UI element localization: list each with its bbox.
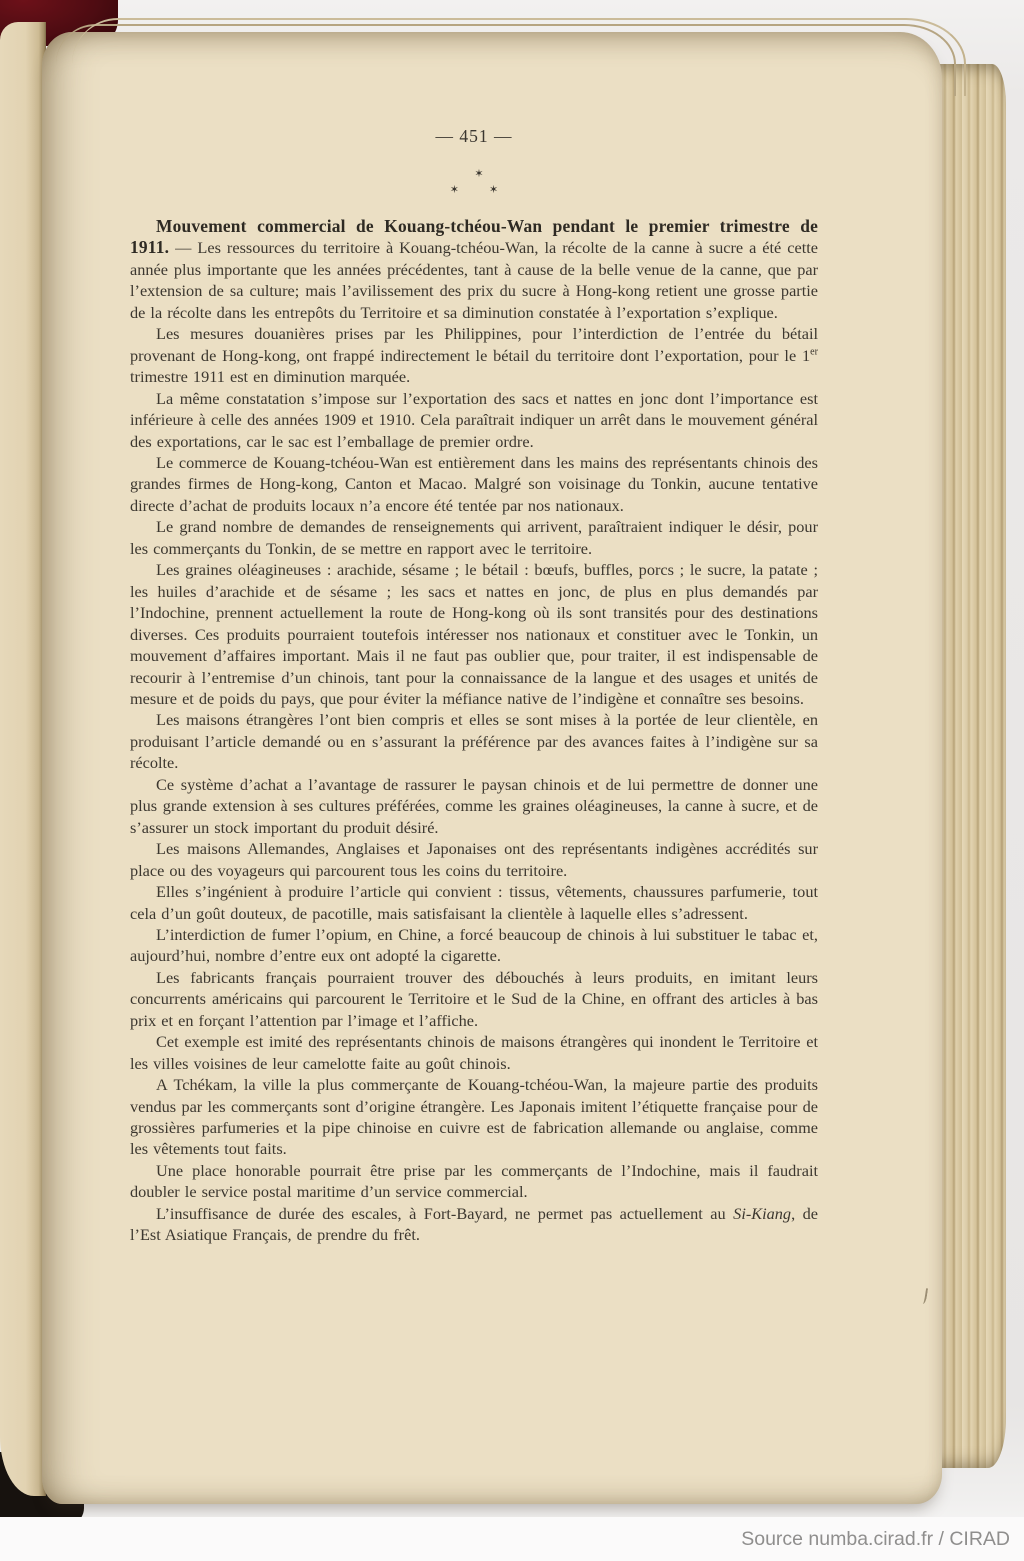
paragraph xyxy=(130,388,818,452)
page-number: — 451 — xyxy=(435,126,513,146)
paragraph-text: , de l’Est Asiatique Français, de prendre du frêt. xyxy=(130,1203,819,1245)
paragraph-text: Les maisons Allemandes, Anglaises et Japonaises ont des représentants indigènes accrédités sur place ou des voyageurs qui parcourent tous les coins du territoire. xyxy=(130,839,818,880)
paragraph-text: Le grand nombre de demandes de renseignements qui arrivent, paraîtraient indiquer le désir, pour les commerçants du Tonkin, de se mettre en rapport avec le territoire. xyxy=(130,517,818,558)
paragraph xyxy=(130,709,818,773)
italic-text: Si-Kiang xyxy=(733,1203,792,1223)
page-stack-fore-edge xyxy=(938,64,1006,1468)
paragraph xyxy=(130,838,818,881)
paragraph xyxy=(130,967,818,1031)
paragraph xyxy=(130,924,818,967)
paragraph-text: L’insuffisance de durée des escales, à Fort-Bayard, ne permet pas actuellement au xyxy=(156,1203,734,1223)
paragraph-text: Les maisons étrangères l’ont bien compris et elles se sont mises à la portée de leur clientèle, en produisant l’article demandé ou en s’assurant la préférence par des avances faites à l’indigène sur sa récolte. xyxy=(130,710,818,773)
paragraph-text: Les mesures douanières prises par les Philippines, pour l’interdiction de l’entrée du bétail provenant de Hong-kong, ont frappé indirectement le bétail du territoire dont l’exportation, pour le 1 xyxy=(130,324,818,365)
paragraph xyxy=(130,774,818,838)
paragraph-text: Elles s’ingénient à produire l’article qui convient : tissus, vêtements, chaussures parfumerie, tout cela d’un goût douteux, de pacotille, mais satisfaisant la clientèle à laquelle elles s’adressent. xyxy=(130,882,818,923)
paragraph-text: Une place honorable pourrait être prise par les commerçants de l’Indochine, mais il faudrait doubler le service postal maritime d’un service commercial. xyxy=(130,1160,818,1202)
paragraph-text: Ce système d’achat a l’avantage de rassurer le paysan chinois et de lui permettre de donner une plus grande extension à ses cultures préférées, comme les graines oléagineuses, la canne à sucre, et de s’assurer un stock important du produit désiré. xyxy=(130,774,818,837)
asterism-divider xyxy=(130,168,818,212)
paragraph-text: trimestre 1911 est en diminution marquée. xyxy=(130,367,411,387)
gutter-adjacent-page xyxy=(0,22,46,1496)
source-credit: Source numba.cirad.fr / CIRAD xyxy=(741,1527,1010,1550)
paragraph-text: A Tchékam, la ville la plus commerçante de Kouang-tchéou-Wan, la majeure partie des produits vendus par les commerçants sont d’origine étrangère. Les Japonais imitent l’étiquette française pour de grossières parfumeries et la pipe chinoise en cuivre est de fabrication allemande ou anglaise, comme les vêtements tout faits. xyxy=(130,1075,818,1159)
paragraph xyxy=(130,881,818,924)
paragraph xyxy=(130,516,818,559)
paragraph xyxy=(130,559,818,709)
text-block xyxy=(130,216,818,1246)
asterisk-star-icon: ✶ xyxy=(449,183,489,196)
superscript-text: er xyxy=(810,346,818,358)
paragraph xyxy=(130,452,818,516)
paragraph xyxy=(130,1160,818,1203)
paragraph-text: Le commerce de Kouang-tchéou-Wan est entièrement dans les mains des représentants chinois des grandes firmes de Hong-kong, Canton et Macao. Malgré son voisinage du Tonkin, aucune tentative directe d’achat de produits locaux n’a encore été tentée par nos nationaux. xyxy=(130,452,818,515)
paragraph-text: Les graines oléagineuses : arachide, sésame ; le bétail : bœufs, buffles, porcs ; le sucre, la patate ; les huiles d’arachide et de sésame ; les sacs et nattes en jonc, de plus en plus demandés par l’Indochine, prennent actuellement la route de Hong-kong où ils sont transités pour des destinations diverses. Ces produits pourraient toutefois intéresser nos nationaux et constituer avec le Tonkin, un mouvement d’affaires important. Mais il ne faut pas oublier que, pour traiter, il est indispensable de recourir à l’entremise d’un chinois, tant pour la connaissance de la langue et des usages et unités de mesure et de poids du pays, que pour éviter la méfiance native de l’indigène et connaître ses besoins. xyxy=(130,560,818,708)
paragraph-text: Les fabricants français pourraient trouver des débouchés à leurs produits, en imitant leurs concurrents américains qui parcourent le Territoire et le Sud de la Chine, en offrant des articles à bas prix et en forçant l’attention par l’image et l’affiche. xyxy=(130,967,818,1030)
paragraph-text: L’interdiction de fumer l’opium, en Chine, a forcé beaucoup de chinois à lui substituer le tabac et, aujourd’hui, nombre d’entre eux ont adopté la cigarette. xyxy=(130,924,818,966)
paragraph-lead-bold: Mouvement commercial de Kouang-tchéou-Wan pendant le premier trimestre de 1911. xyxy=(130,216,818,258)
footer-bar xyxy=(0,1517,1024,1561)
paragraph xyxy=(130,1074,818,1160)
asterisk-star-icon: ✶ xyxy=(489,183,529,196)
asterisk-star-icon: ✶ xyxy=(474,167,484,180)
paragraph xyxy=(130,323,818,387)
paragraph-text: Cet exemple est imité des représentants chinois de maisons étrangères qui inondent le Territoire et les villes voisines de leur camelotte faite au goût chinois. xyxy=(130,1032,818,1073)
paragraph xyxy=(130,216,818,323)
paragraph xyxy=(130,1203,818,1246)
paragraph xyxy=(130,1031,818,1074)
paragraph-text: — Les ressources du territoire à Kouang-tchéou-Wan, la récolte de la canne à sucre a été cette année plus importante que les années précédentes, tant à cause de la belle venue de la canne, que par l’extension de sa culture; mais l’avilissement des prix du sucre à Hong-kong retient une grosse partie de la récolte dans les entrepôts du Territoire et sa diminution constatée à l’exportation s’explique. xyxy=(130,238,818,322)
paragraph-text: La même constatation s’impose sur l’exportation des sacs et nattes en jonc dont l’importance est inférieure à celle des années 1909 et 1910. Cela paraîtrait indiquer un arrêt dans le mouvement général des exportations, car le sac est l’emballage de premier ordre. xyxy=(130,388,818,451)
